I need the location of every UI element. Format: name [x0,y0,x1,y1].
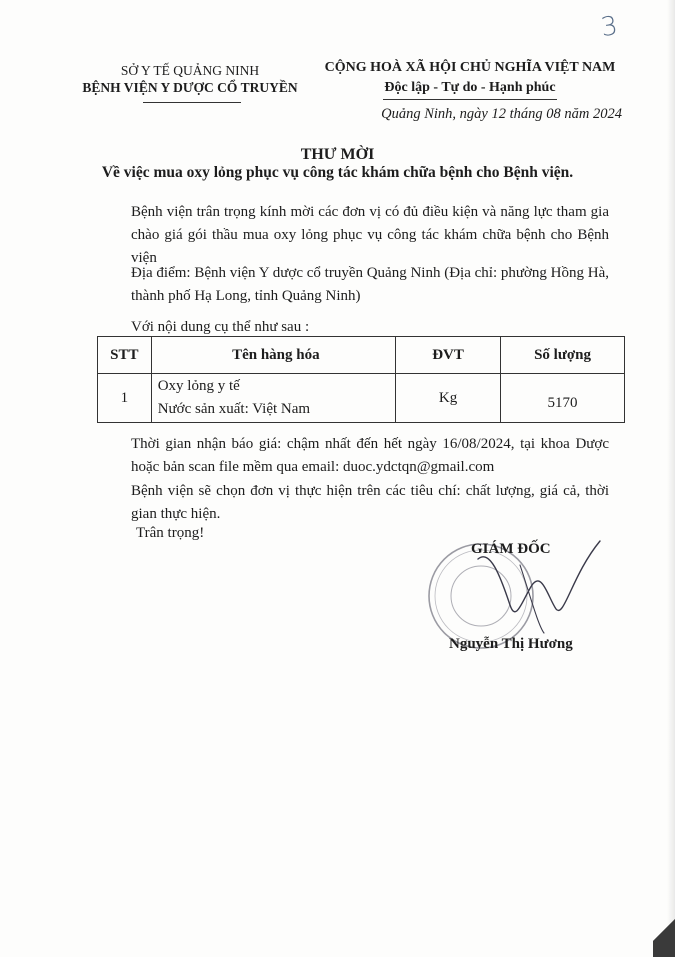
page-corner-fold [653,902,675,957]
motto-underline [383,99,557,100]
paragraph-text: Địa điểm: Bệnh viện Y dược cổ truyền Quảng Ninh (Địa chỉ: phường Hồng Hà, thành phố Hạ Long, tỉnh Quảng Ninh) [131,265,609,304]
cell-quantity: 5170 [501,374,625,423]
place-date: Quảng Ninh, ngày 12 tháng 08 năm 2024 [381,106,622,122]
paragraph-text: Với nội dung cụ thể như sau : [131,319,310,335]
org-name: BỆNH VIỆN Y DƯỢC CỔ TRUYỀN [82,80,298,95]
paragraph-text: Bệnh viện sẽ chọn đơn vị thực hiện trên các tiêu chí: chất lượng, giá cả, thời gian thực hiện. [131,483,609,522]
cell-unit: Kg [396,374,501,423]
paragraph-criteria [87,480,609,526]
paragraph-invitation [87,201,609,270]
org-underline [143,102,241,103]
issuing-organization [70,62,310,96]
org-parent: SỞ Y TẾ QUẢNG NINH [120,63,260,78]
header-item-name: Tên hàng hóa [151,337,395,374]
paragraph-text: Thời gian nhận báo giá: chậm nhất đến hết ngày 16/08/2024, tại khoa Dược hoặc bản scan file mềm qua email: duoc.ydctqn@gmail.com [131,436,609,475]
item-origin: Nước sản xuất: Việt Nam [157,401,311,417]
table-header-row [98,337,625,374]
table-row [98,374,625,423]
paragraph-location [87,262,609,308]
cell-stt: 1 [98,374,152,423]
country-name: CỘNG HOÀ XÃ HỘI CHỦ NGHĨA VIỆT NAM [324,60,616,75]
header-stt: STT [98,337,152,374]
motto: Độc lập - Tự do - Hạnh phúc [384,80,556,95]
signer-name: Nguyễn Thị Hương [449,636,573,652]
paragraph-text: Bệnh viện trân trọng kính mời các đơn vị có đủ điều kiện và năng lực tham gia chào giá gói thầu mua oxy lỏng phục vụ công tác khám chữa bệnh cho Bệnh viện [131,204,609,266]
item-name: Oxy lỏng y tế [157,378,240,394]
paragraph-deadline [87,433,609,479]
goods-table [97,336,625,423]
signer-position: GIÁM ĐỐC [471,541,551,557]
page-number: 3 [598,10,620,44]
header-unit: ĐVT [396,337,501,374]
header-quantity: Số lượng [501,337,625,374]
document-title: THƯ MỜI [300,146,375,163]
national-motto [318,58,622,98]
cell-item-name [151,374,395,423]
closing-regards: Trân trọng! [136,525,205,541]
document-subject: Về việc mua oxy lỏng phục vụ công tác khám chữa bệnh cho Bệnh viện. [101,164,574,181]
page-edge-shadow [667,0,675,957]
